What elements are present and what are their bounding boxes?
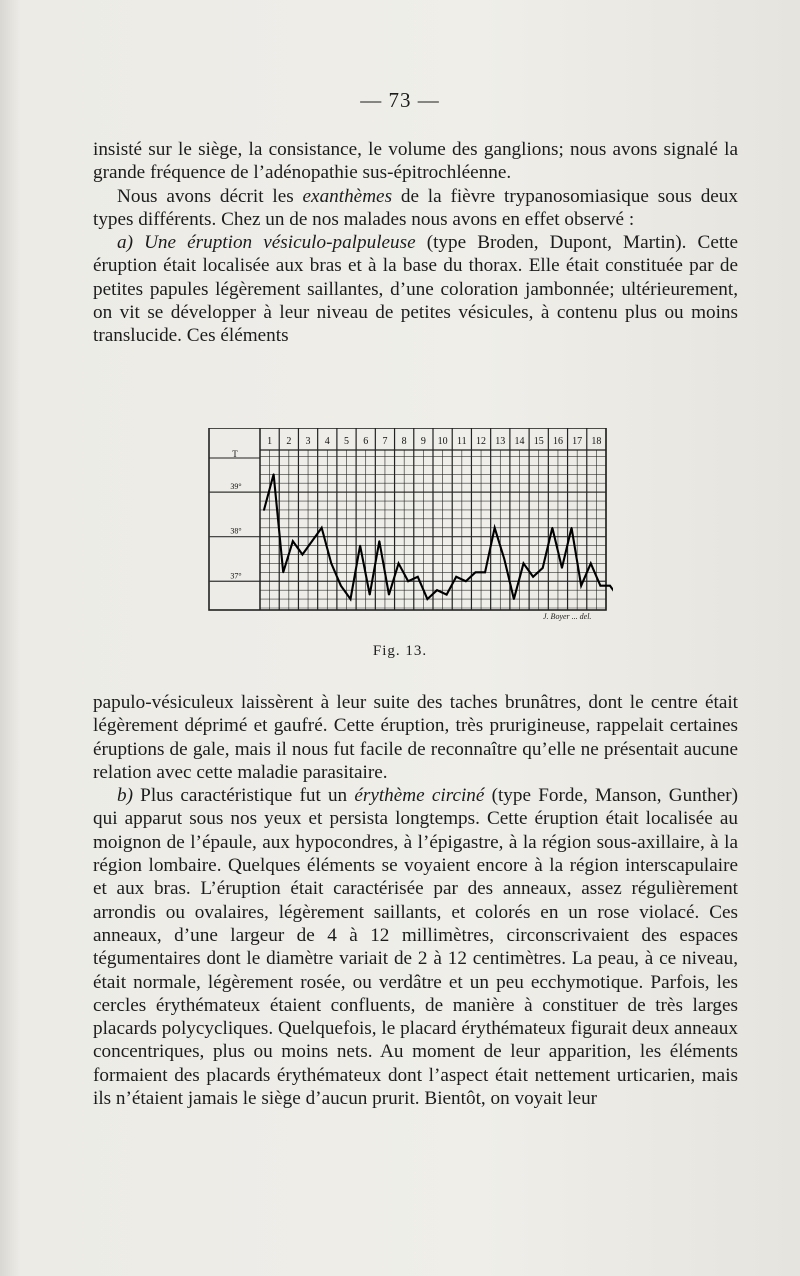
y-tick-label: 37° (230, 571, 242, 581)
paragraph (93, 784, 738, 1110)
temperature-point (513, 598, 515, 600)
day-label: 11 (457, 436, 467, 447)
paragraph (93, 138, 738, 185)
page-number: — 73 — (360, 88, 440, 112)
temperature-point (302, 554, 304, 556)
temperature-point (571, 527, 573, 529)
temperature-point (340, 585, 342, 587)
day-label: 5 (344, 436, 349, 447)
temperature-point (503, 558, 505, 560)
temperature-point (369, 594, 371, 596)
temperature-point (580, 585, 582, 587)
day-label: 17 (572, 436, 583, 447)
temperature-point (609, 585, 611, 587)
day-label: 4 (324, 436, 330, 447)
text-block-top (93, 138, 738, 348)
day-label: 10 (437, 436, 448, 447)
paragraph-text: de la fièvre trypanosomiasique sous deux types différents. Chez un de nos malades nous avons en effet observé : (93, 185, 738, 230)
temperature-chart-svg (208, 428, 613, 623)
day-label: 1 (267, 436, 273, 447)
temperature-point (388, 594, 390, 596)
figure-caption: Fig. 13. (372, 643, 428, 659)
temperature-point (475, 571, 477, 573)
paragraph (93, 691, 738, 784)
day-label: 13 (495, 436, 506, 447)
temperature-point (398, 563, 400, 565)
temperature-point (407, 580, 409, 582)
temperature-point (455, 576, 457, 578)
temperature-point (590, 563, 592, 565)
paragraph-text: papulo-vésiculeux laissèrent à leur suite des taches brunâtres, dont le centre était légèrement déprimé et gaufré. Cette éruption, très prurigineuse, rappelait certaines éruptions de gale, mais il nous fut facile de reconnaître qu’elle ne présentait aucune relation avec cette maladie parasitaire. (93, 692, 738, 783)
temperature-point (446, 594, 448, 596)
day-label: 9 (420, 436, 426, 447)
paragraph-text: Nous avons décrit les (117, 185, 303, 207)
day-label: 14 (514, 436, 525, 447)
temperature-point (436, 589, 438, 591)
paragraph-text: Plus caractéristique fut un (140, 785, 355, 807)
day-label: 12 (476, 436, 487, 447)
temperature-point (311, 540, 313, 542)
temperature-point (426, 598, 428, 600)
temperature-point (532, 576, 534, 578)
italic-term: exanthèmes (302, 185, 393, 207)
temperature-point (561, 567, 563, 569)
illustrator-signature: J. Boyer ... del. (543, 612, 592, 621)
italic-term: érythème circiné (354, 785, 485, 807)
temperature-point (330, 563, 332, 565)
paragraph (93, 185, 738, 232)
temperature-point (484, 571, 486, 573)
text-block-bottom (93, 691, 738, 1110)
temperature-point (417, 576, 419, 578)
y-tick-label: 38° (230, 526, 242, 536)
italic-term: Une éruption vésiculo-palpuleuse (144, 232, 416, 254)
temperature-point (263, 509, 265, 511)
day-label: 7 (382, 436, 388, 447)
temperature-point (378, 540, 380, 542)
temperature-point (542, 567, 544, 569)
temperature-point (292, 540, 294, 542)
paragraph-text: (type Forde, Manson, Gunther) qui apparut sous nos yeux et persista longtemps. Cette éruption était localisée au moignon de l’épaule, aux hypocondres, à l’épigastre, à la région sous-axillaire, à la région lombaire. Quelques éléments se voyaient encore à la région interscapulaire et aux bras. L’éruption était caractérisée par des anneaux, assez régulièrement arrondis ou ovalaires, légèrement saillants, et colorés en un rose violacé. Ces anneaux, d’une largeur de 4 à 12 millimètres, circonscrivaient des espaces tégumentaires dont le diamètre variait de 2 à 12 centimètres. La peau, à ce niveau, était normale, légèrement rosée, ou verdâtre et un peu ecchymotique. Parfois, les cercles érythémateux étaient confluents, de manière à constituer de très larges placards polycycliques. Quelquefois, le placard érythémateux figurait deux anneaux concentriques, plus ou moins nets. Au moment de leur apparition, les éléments formaient des placards érythémateux dont l’aspect était nettement urticarien, mais ils n’étaient jamais le siège d’aucun prurit. Bientôt, on voyait leur (93, 785, 739, 1110)
day-label: 6 (363, 436, 369, 447)
temperature-point (282, 571, 284, 573)
temperature-point (551, 527, 553, 529)
list-label: b) (117, 785, 141, 807)
day-label: 8 (401, 436, 407, 447)
list-label: a) (117, 232, 145, 254)
paragraph (93, 231, 738, 347)
temperature-point (273, 473, 275, 475)
paragraph-text: (type Broden, Dupont, Martin). Cette éruption était localisée aux bras et à la base du thorax. Elle était constituée par de petites papules légèrement saillantes, d’une coloration jambonnée; ultérieurement, on vit se développer à leur niveau de petites vésicules, à contenu plus ou moins translucide. Ces éléments (93, 232, 739, 347)
temperature-point (523, 563, 525, 565)
day-label: 2 (286, 436, 292, 447)
temperature-point (599, 585, 601, 587)
temperature-point (494, 527, 496, 529)
temperature-point (321, 527, 323, 529)
temperature-chart (208, 428, 613, 623)
temperature-point (359, 545, 361, 547)
day-label: 3 (305, 436, 311, 447)
temperature-point (465, 580, 467, 582)
y-tick-label: 39° (230, 482, 242, 492)
day-label: 18 (591, 436, 602, 447)
paragraph-text: insisté sur le siège, la consistance, le volume des ganglions; nous avons signalé la grande fréquence de l’adénopathie sus-épitrochléenne. (93, 139, 738, 184)
temperature-point (350, 598, 352, 600)
y-tick-label: T (232, 449, 238, 459)
day-label: 15 (533, 436, 544, 447)
day-label: 16 (552, 436, 563, 447)
